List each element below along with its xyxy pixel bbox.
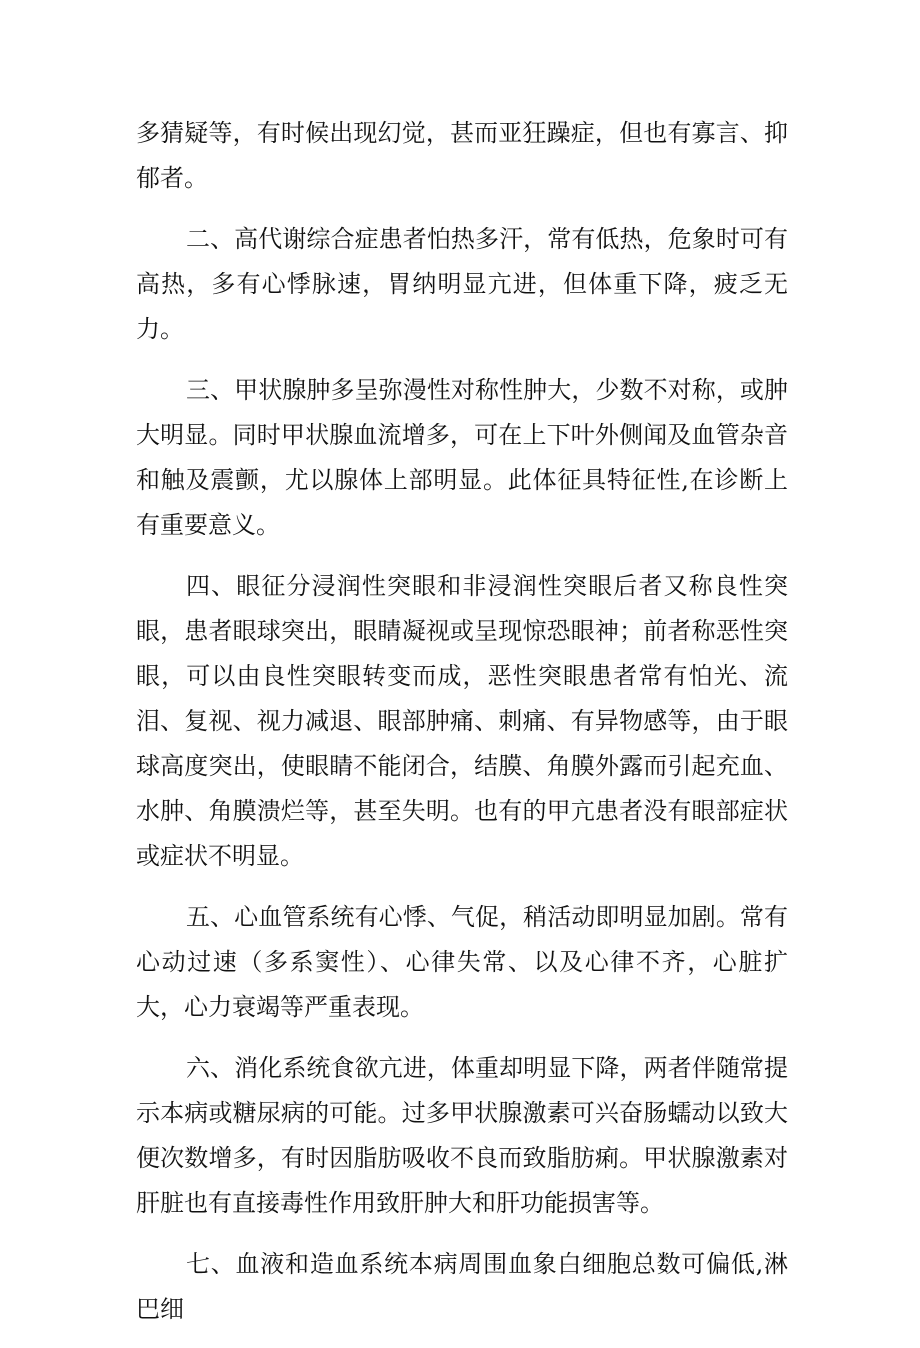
paragraph-cardiovascular: 五、心血管系统有心悸、气促，稍活动即明显加剧。常有心动过速（多系窦性）、心律失常、以及心律不齐，心脏扩大，心力衰竭等严重表现。: [136, 903, 788, 1021]
paragraph-goiter: 三、甲状腺肿多呈弥漫性对称性肿大，少数不对称，或肿大明显。同时甲状腺血流增多，可在上下叶外侧闻及血管杂音和触及震颤，尤以腺体上部明显。此体征具特征性,在诊断上有重要意义。: [136, 376, 788, 539]
document-body: [136, 111, 788, 1348]
paragraph-digestive: 六、消化系统食欲亢进，体重却明显下降，两者伴随常提示本病或糖尿病的可能。过多甲状腺激素可兴奋肠蠕动以致大便次数增多，有时因脂肪吸收不良而致脂肪痢。甲状腺激素对肝脏也有直接毒性作用致肝肿大和肝功能损害等。: [136, 1054, 788, 1217]
paragraph-continuation: 多猜疑等，有时候出现幻觉，甚而亚狂躁症，但也有寡言、抑郁者。: [136, 119, 788, 192]
paragraph-blood-system: 七、血液和造血系统本病周围血象白细胞总数可偏低,淋巴细: [136, 1250, 788, 1323]
paragraph-hypermetabolism: 二、高代谢综合症患者怕热多汗，常有低热，危象时可有高热，多有心悸脉速，胃纳明显亢进，但体重下降，疲乏无力。: [136, 225, 788, 343]
paragraph-eye-signs: 四、眼征分浸润性突眼和非浸润性突眼后者又称良性突眼，患者眼球突出，眼睛凝视或呈现惊恐眼神；前者称恶性突眼，可以由良性突眼转变而成，恶性突眼患者常有怕光、流泪、复视、视力减退、眼部肿痛、刺痛、有异物感等，由于眼球高度突出，使眼睛不能闭合，结膜、角膜外露而引起充血、水肿、角膜溃烂等，甚至失明。也有的甲亢患者没有眼部症状或症状不明显。: [136, 572, 788, 870]
